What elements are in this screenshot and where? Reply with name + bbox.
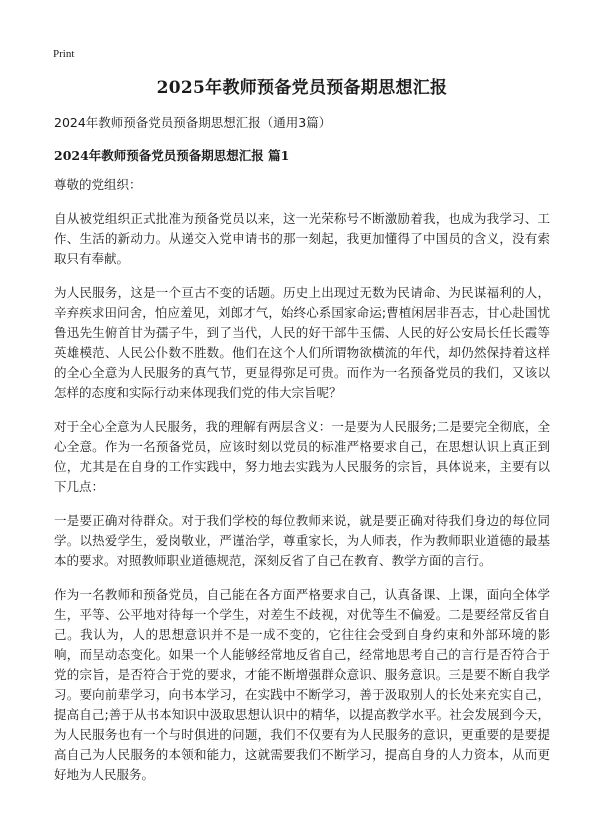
paragraph-1: 自从被党组织正式批准为预备党员以来，这一光荣称号不断激励着我，也成为我学习、工作、生活的新动力。从递交入党申请书的那一刻起，我更加懂得了中国员的含义，没有索取只有奉献。 [54,211,550,266]
document-body [54,72,550,785]
paragraph-4: 一是要正确对待群众。对于我们学校的每位教师来说，就是要正确对待我们身边的每位同学。以热爱学生，爱岗敬业，严谨治学，尊重家长，为人师表，作为教师职业道德的最基本的要求。对照教师职业道德规范，深刻反省了自己在教育、教学方面的言行。 [54,513,550,568]
salutation: 尊敬的党组织： [54,177,142,192]
print-link[interactable]: Print [53,48,75,60]
paragraph-5: 作为一名教师和预备党员，自己能在各方面严格要求自己，认真备课、上课，面向全体学生，平等、公平地对待每一个学生，对差生不歧视，对优等生不偏爱。二是要经常反省自己。我认为，人的思想意识并不是一成不变的，它往往会受到自身约束和外部环境的影响，而呈动态变化。如果一个人能够经常地反省自己，经常地思考自己的言行是否符合于党的宗旨，是否符合于党的要求，才能不断增强群众意识、服务意识。三是要不断自我学习。要向前辈学习，向书本学习，在实践中不断学习，善于汲取别人的长处来充实自己，提高自己;善于从书本知识中汲取思想认识中的精华，以提高教学水平。社会发展到今天，为人民服务也有一个与时俱进的问题，我们不仅要有为人民服务的意识，更重要的是要提高自己为人民服务的本领和能力，这就需要我们不断学习，提高自身的人力资本，从而更好地为人民服务。 [54,587,550,782]
section-heading: 2024年教师预备党员预备期思想汇报 篇1 [54,148,290,163]
paragraph-3: 对于全心全意为人民服务，我的理解有两层含义：一是要为人民服务;二是要完全彻底，全心全意。作为一名预备党员，应该时刻以党员的标准严格要求自己，在思想认识上真正到位，尤其是在自身的工作实践中，努力地去实践为人民服务的宗旨，具体说来，主要有以下几点： [54,419,550,494]
paragraph-2: 为人民服务，这是一个亘古不变的话题。历史上出现过无数为民请命、为民谋福利的人，辛弃疾求田问舍，怕应羞见，刘郎才气，始终心系国家命运;曹植闲居非吾志，甘心赴国忧鲁迅先生俯首甘为孺子牛，到了当代，人民的好干部牛玉儒、人民的好公安局长任长霞等英雄模范、人民公仆数不胜数。他们在这个人们所谓物欲横流的年代，却仍然保持着这样的全心全意为人民服务的真气节，更显得弥足可贵。而作为一名预备党员的我们，又该以怎样的态度和实际行动来体现我们党的伟大宗旨呢？ [54,285,550,400]
document-subtitle: 2024年教师预备党员预备期思想汇报（通用3篇） [54,115,332,130]
document-title: 2025年教师预备党员预备期思想汇报 [156,78,448,98]
